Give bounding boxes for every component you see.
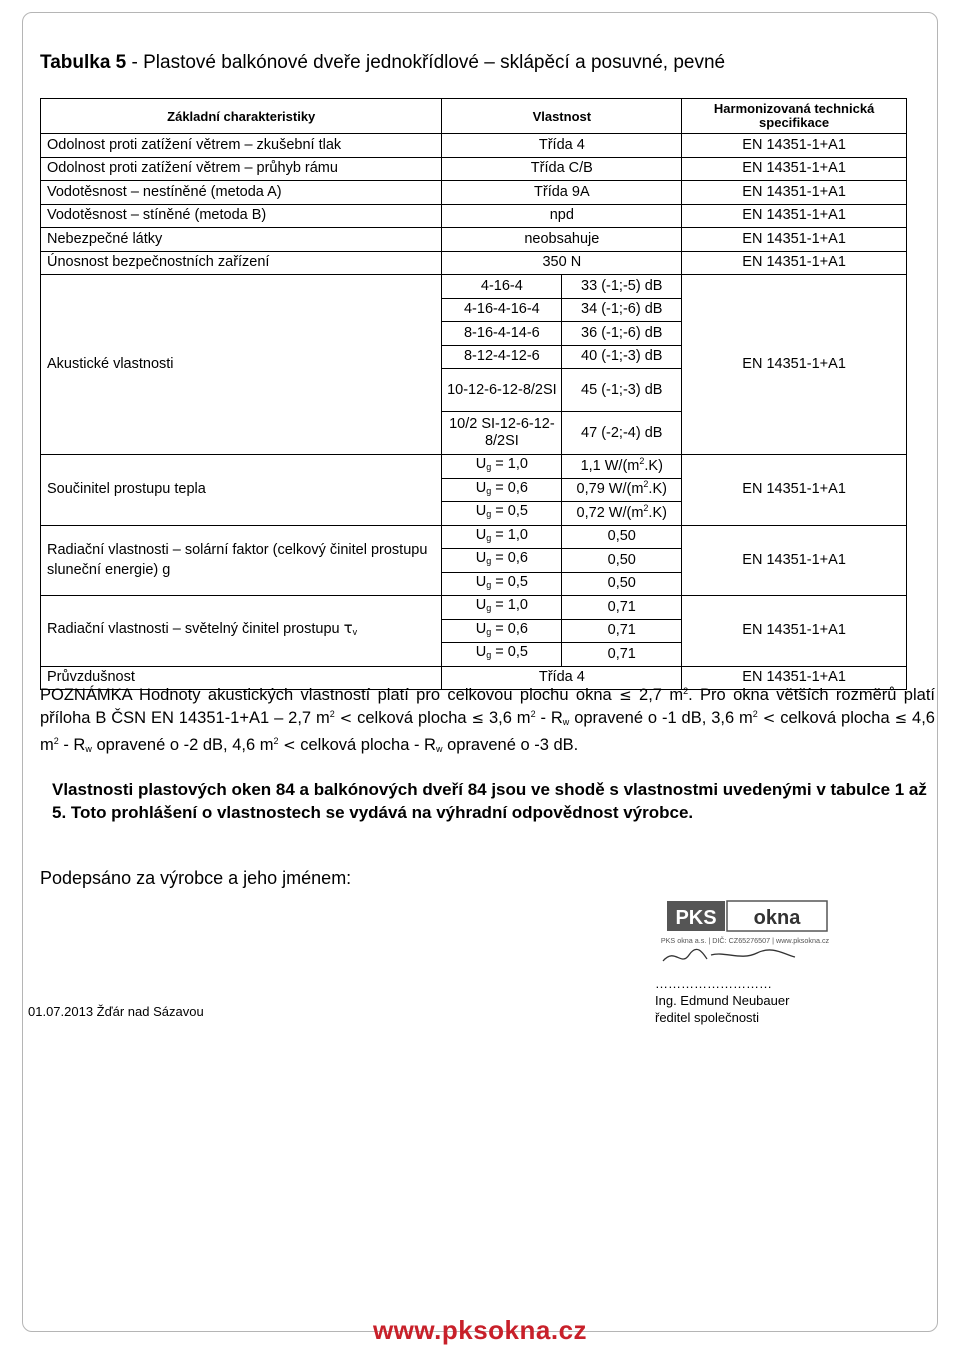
header-characteristics: Základní charakteristiky — [41, 99, 442, 134]
table-row: Nebezpečné látky neobsahuje EN 14351-1+A1 — [41, 228, 907, 252]
spec-table — [40, 98, 907, 690]
header-property: Vlastnost — [442, 99, 682, 134]
signature-dots: ……………………… — [655, 976, 772, 991]
table-row: Vodotěsnost – stíněné (metoda B) npd EN 14351-1+A1 — [41, 204, 907, 228]
table-row: Únosnost bezpečnostních zařízení 350 N EN 14351-1+A1 — [41, 251, 907, 275]
solar-row: Radiační vlastnosti – solární faktor (celkový činitel prostupu sluneční energie) g $U_g = 1,0$ 0,50 EN 14351-1+A1 — [41, 525, 907, 549]
table-row: Odolnost proti zatížení větrem – zkušební tlak Třída 4 EN 14351-1+A1 — [41, 134, 907, 158]
stamp-brand-left: PKS — [675, 907, 717, 929]
table-row: Vodotěsnost – nestíněné (metoda A) Třída 9A EN 14351-1+A1 — [41, 181, 907, 205]
solar-name: Radiační vlastnosti – solární faktor (celkový činitel prostupu sluneční energie) g — [41, 525, 442, 596]
acoustic-name: Akustické vlastnosti — [41, 275, 442, 455]
date-place: 01.07.2013 Žďár nad Sázavou — [28, 1004, 204, 1019]
light-spec: EN 14351-1+A1 — [682, 596, 907, 667]
table-row: Průvzdušnost Třída 4 EN 14351-1+A1 — [41, 666, 907, 690]
footer-url[interactable]: www.pksokna.cz — [372, 1315, 588, 1345]
light-name: Radiační vlastnosti – světelný činitel prostupu $\tau_v$ — [41, 596, 442, 667]
signed-label: Podepsáno za výrobce a jeho jménem: — [40, 868, 352, 888]
acoustic-row: Akustické vlastnosti 4-16-4 33 (-1;-5) dB EN 14351-1+A1 — [41, 275, 907, 299]
stamp-graphic — [645, 895, 845, 965]
acoustic-row: 8-12-4-12-6 40 (-1;-3) dB — [41, 345, 907, 369]
signer-block — [655, 975, 789, 1026]
header-spec: Harmonizovaná technická specifikace — [682, 99, 907, 134]
stamp-brand-right: okna — [753, 907, 801, 929]
signature-scribble — [663, 949, 795, 961]
note-paragraph: POZNÁMKA Hodnoty akustických vlastností platí pro celkovou plochu okna ≤ 2,7 $m^2$. Pro okna větších rozměrů platí příloha B ČSN EN 14351-1+A1 – 2,7 $m^2$ < celková plocha ≤ 3,6 $m^2 - R_w$ opravené o -1 dB, 3,6 $m^2$ < celková plocha ≤ 4,6 $m^2 - R_w$ opravené o -2 dB, 4,6 $m^2$ < celková plocha - $R_w$ opravené o -3 dB. — [40, 686, 935, 754]
acoustic-row: 10-12-6-12-8/2SI 45 (-1;-3) dB — [41, 369, 907, 412]
light-row: $U_g = 0,5$ 0,71 — [41, 643, 907, 667]
acoustic-row: 10/2 SI-12-6-12-8/2SI 47 (-2;-4) dB — [41, 412, 907, 455]
acoustic-row: 4-16-4-16-4 34 (-1;-6) dB — [41, 298, 907, 322]
thermal-name: Součinitel prostupu tepla — [41, 455, 442, 526]
thermal-spec: EN 14351-1+A1 — [682, 455, 907, 526]
light-row: Radiační vlastnosti – světelný činitel prostupu $\tau_v$ $U_g = 1,0$ 0,71 EN 14351-1+A1 — [41, 596, 907, 620]
light-row: $U_g = 0,6$ 0,71 — [41, 619, 907, 643]
solar-row: $U_g = 0,6$ 0,50 — [41, 549, 907, 573]
thermal-row: $U_g = 0,6$ 0,79 $W/(m^2.K)$ — [41, 478, 907, 502]
table-row: Odolnost proti zatížení větrem – průhyb rámu Třída C/B EN 14351-1+A1 — [41, 157, 907, 181]
acoustic-spec: EN 14351-1+A1 — [682, 275, 907, 455]
solar-row: $U_g = 0,5$ 0,50 — [41, 572, 907, 596]
thermal-row: Součinitel prostupu tepla $U_g = 1,0$ 1,1 $W/(m^2.K)$ EN 14351-1+A1 — [41, 455, 907, 479]
page-title: Tabulka 5 - Plastové balkónové dveře jednokřídlové – sklápěcí a posuvné, pevné — [40, 52, 726, 73]
signer-role: ředitel společnosti — [655, 1010, 760, 1025]
solar-spec: EN 14351-1+A1 — [682, 525, 907, 596]
signer-name: Ing. Edmund Neubauer — [655, 993, 790, 1008]
thermal-row: $U_g = 0,5$ 0,72 $W/(m^2.K)$ — [41, 502, 907, 526]
acoustic-row: 8-16-4-14-6 36 (-1;-6) dB — [41, 322, 907, 346]
declaration: Vlastnosti plastových oken 84 a balkónových dveří 84 jsou ve shodě s vlastnostmi uvedenými v tabulce 1 až 5. Toto prohlášení o vlastnostech se vydává na výhradní odpovědnost výrobce. — [52, 780, 927, 822]
company-stamp — [645, 895, 845, 965]
stamp-line: PKS okna a.s. | DIČ: CZ65276507 | www.pksokna.cz — [660, 936, 830, 945]
header-row — [41, 99, 907, 134]
